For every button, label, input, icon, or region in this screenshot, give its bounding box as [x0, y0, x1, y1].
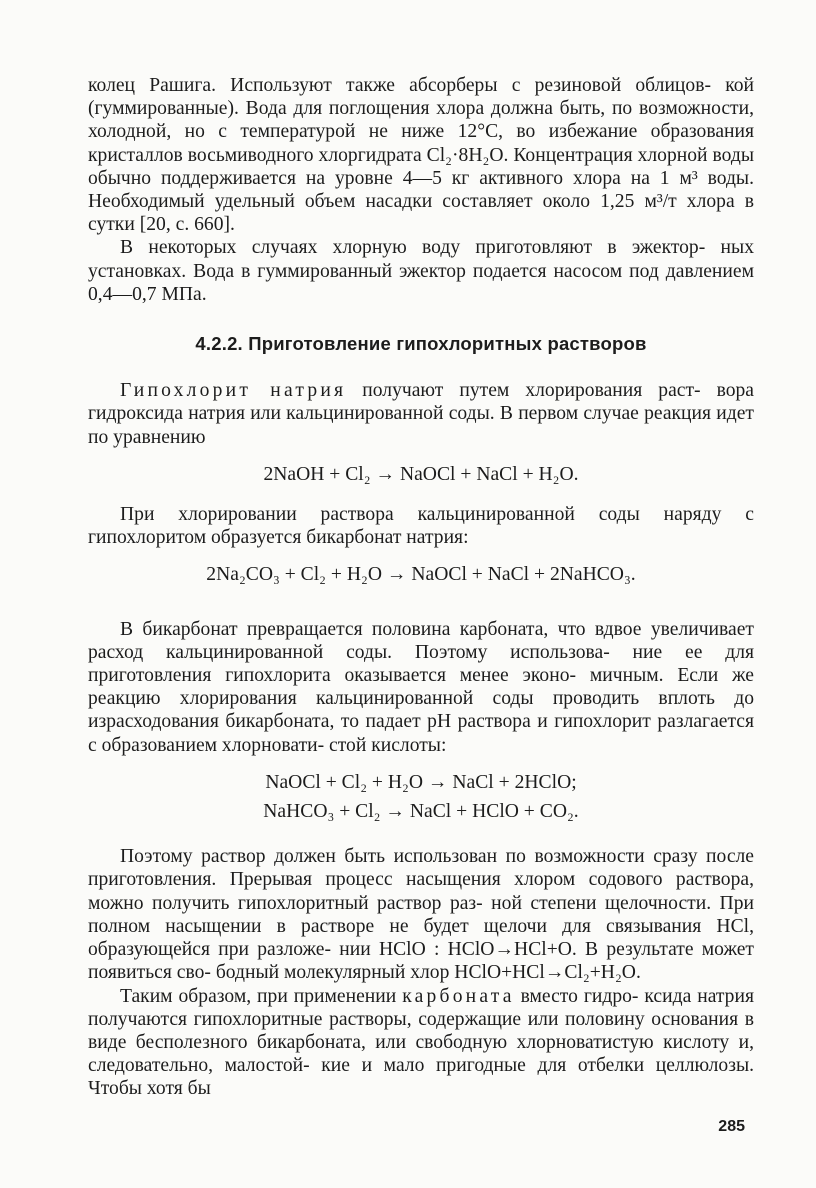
text-line: под давлением 0,4—0,7 МПа.	[88, 260, 754, 305]
text-line: получают путем хлорирования раст-	[346, 380, 701, 402]
text-line: будет щелочи для связывания HCl, образующейся при разложе-	[88, 915, 754, 961]
paragraph-soda	[88, 503, 754, 549]
equation-naoh: 2NaOH + Cl₂ → NaOCl + NaCl + H₂O.	[263, 463, 579, 485]
spaced-term: карбоната	[402, 985, 515, 1007]
text-line: колец Рашига. Используют также абсорберы с резиновой облицов-	[88, 75, 711, 96]
equation-hypochlorite-decomposition: NaOCl + Cl₂ + H₂O → NaCl + 2HClO;	[265, 771, 577, 793]
text-line: удельный объем насадки составляет около 1,25 м³/т хлора в сутки	[88, 191, 754, 236]
equation-block	[88, 771, 754, 823]
text-line: на уровне 4—5 кг активного хлора на 1 м³ воды. Необходимый	[88, 167, 754, 213]
text-line: стой кислоты:	[329, 734, 447, 756]
text-line: ных установках. Вода в гуммированный эжектор подается насосом	[88, 237, 754, 282]
text-line: раствора и гипохлорит разлагается с образованием хлорновати-	[88, 711, 754, 756]
page-number: 285	[718, 1118, 745, 1135]
equation-soda: 2Na₂CO₃ + Cl₂ + H₂O → NaOCl + NaCl + 2NaHCO₃.	[206, 564, 636, 586]
text-line: увеличивает расход кальцинированной соды. Поэтому использова-	[88, 618, 754, 663]
text-line: или половину основания в виде бесполезного бикарбоната, или	[88, 1008, 754, 1053]
text-line: В некоторых случаях хлорную воду приготовляют в эжектор-	[120, 237, 706, 259]
spacer	[88, 604, 754, 618]
text-line: ксида натрия получаются гипохлоритные растворы, содержащие	[88, 985, 754, 1030]
paragraph-therefore	[88, 845, 754, 984]
text-line: нии HClO : HClO→HCl+O. В результате может появиться сво-	[88, 939, 754, 984]
text-line: вора гидроксида натрия или кальцинированной соды. В первом	[88, 380, 754, 425]
text-line: Таким образом, при применении	[120, 985, 403, 1007]
equation-bicarbonate: NaHCO₃ + Cl₂ → NaCl + HClO + CO₂.	[263, 801, 579, 823]
text-line: Поэтому раствор должен быть использован по возможности	[120, 846, 645, 868]
text-line: ние ее для приготовления гипохлорита оказывается менее эконо-	[88, 641, 754, 687]
text-line: ной степени щелочности. При полном насыщении в растворе не	[88, 892, 754, 937]
paragraph-ejector	[88, 236, 754, 306]
text-line: с гипохлоритом образуется бикарбонат натрия:	[88, 504, 754, 549]
page-body	[88, 74, 754, 1101]
paragraph-absorbers	[88, 74, 754, 236]
text-line: сразу после приготовления. Прерывая процесс насыщения хлором	[88, 846, 754, 891]
paragraph-bicarbonate	[88, 618, 754, 757]
text-line: содового раствора, можно получить гипохлоритный раствор раз-	[88, 869, 754, 914]
text-line: вместо гидро-	[514, 985, 639, 1007]
text-line: по возможности, холодной, но с температурой не ниже 12°С, во	[88, 98, 755, 143]
paragraph-conclusion	[88, 985, 754, 1101]
text-line: [20, с. 660].	[139, 214, 235, 236]
text-line: Cl₂·8H₂O. Концентрация хлорной воды обычно поддерживается	[88, 144, 754, 189]
text-line: мичным. Если же реакцию хлорирования кальцинированной соды	[88, 665, 755, 710]
spaced-term: Гипохлорит натрия	[120, 380, 347, 402]
text-line: При хлорировании раствора кальцинированной соды наряду	[120, 504, 722, 526]
text-line: кие и мало пригодные для отбелки целлюлозы. Чтобы хотя бы	[88, 1055, 755, 1100]
paragraph-intro	[88, 379, 754, 449]
text-line: бодный молекулярный хлор HClO+HCl→Cl₂+H₂O.	[215, 962, 641, 984]
text-line: случае реакция идет по уравнению	[88, 403, 754, 448]
text-line: проводить вплоть до израсходования бикарбоната, то падает pH	[88, 688, 754, 733]
text-line: свободную хлорноватистую кислоту и, следовательно, малостой-	[88, 1031, 754, 1077]
text-line: избежание образования кристаллов восьмиводного хлоргидрата	[88, 121, 755, 166]
text-line: В бикарбонат превращается половина карбоната, что вдвое	[120, 618, 642, 640]
text-line: кой (гуммированные). Вода для поглощения хлора должна быть,	[88, 75, 754, 120]
section-heading: 4.2.2. Приготовление гипохлоритных растворов	[195, 333, 647, 355]
